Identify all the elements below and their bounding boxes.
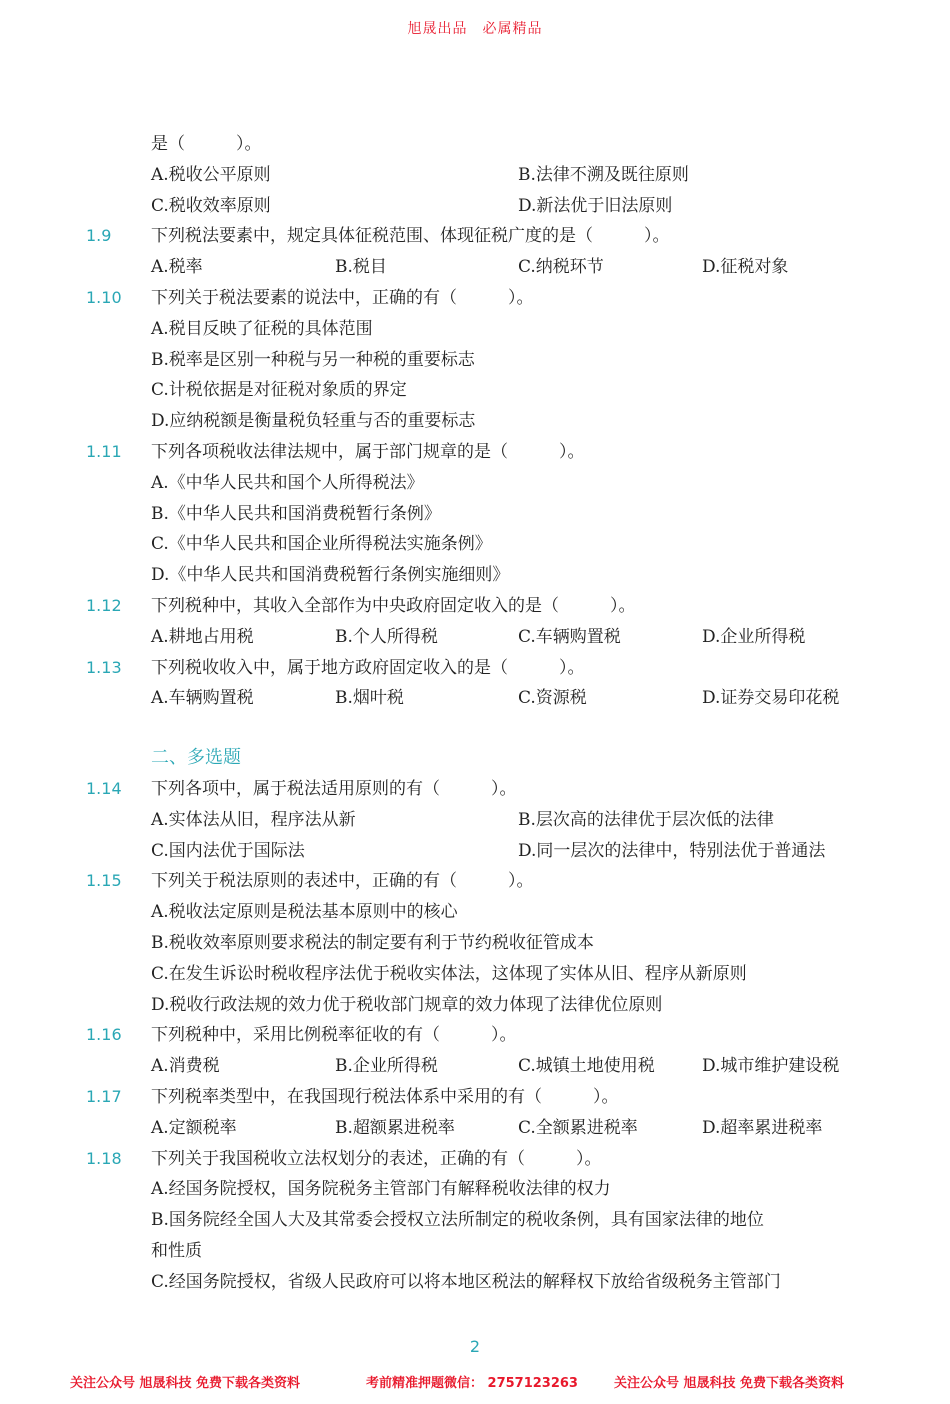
text-line bbox=[0, 928, 950, 959]
text-line bbox=[0, 499, 950, 530]
question-number: 1.15 bbox=[86, 871, 122, 891]
options-row bbox=[0, 191, 950, 222]
answer-option: A.税收公平原则 bbox=[151, 164, 271, 185]
question-row bbox=[0, 591, 950, 622]
line-text: D.《中华人民共和国消费税暂行条例实施细则》 bbox=[151, 565, 510, 586]
options-row bbox=[0, 252, 950, 283]
line-text: A.税目反映了征税的具体范围 bbox=[151, 318, 373, 339]
line-text: B.税收效率原则要求税法的制定要有利于节约税收征管成本 bbox=[151, 932, 594, 953]
line-text: A.税收法定原则是税法基本原则中的核心 bbox=[151, 902, 458, 923]
text-line bbox=[0, 129, 950, 160]
answer-option: B.个人所得税 bbox=[335, 626, 438, 647]
text-line bbox=[0, 1267, 950, 1298]
options-row bbox=[0, 1051, 950, 1082]
text-line bbox=[0, 345, 950, 376]
question-row bbox=[0, 1082, 950, 1113]
text-line bbox=[0, 1236, 950, 1267]
section-gap bbox=[0, 714, 950, 743]
page-number: 2 bbox=[469, 1337, 481, 1356]
question-text: 下列各项中，属于税法适用原则的有（ ）。 bbox=[151, 778, 517, 799]
page-header: 旭晟出品 必属精品 bbox=[407, 21, 543, 37]
question-number: 1.16 bbox=[86, 1025, 122, 1045]
options-row bbox=[0, 805, 950, 836]
answer-option: D.征税对象 bbox=[702, 257, 789, 278]
answer-option: C.纳税环节 bbox=[518, 257, 604, 278]
question-text: 下列税率类型中，在我国现行税法体系中采用的有（ ）。 bbox=[151, 1086, 619, 1107]
question-text: 下列税种中，其收入全部作为中央政府固定收入的是（ ）。 bbox=[151, 595, 636, 616]
line-text: 和性质 bbox=[151, 1240, 202, 1261]
question-number: 1.9 bbox=[86, 226, 112, 246]
line-text: C.经国务院授权，省级人民政府可以将本地区税法的解释权下放给省级税务主管部门 bbox=[151, 1271, 781, 1292]
question-text: 下列税法要素中，规定具体征税范围、体现征税广度的是（ ）。 bbox=[151, 226, 670, 247]
line-text: A.经国务院授权，国务院税务主管部门有解释税收法律的权力 bbox=[151, 1179, 611, 1200]
line-text: B.税率是区别一种税与另一种税的重要标志 bbox=[151, 349, 475, 370]
question-text: 下列关于税法要素的说法中，正确的有（ ）。 bbox=[151, 287, 534, 308]
options-row bbox=[0, 836, 950, 867]
line-text: D.应纳税额是衡量税负轻重与否的重要标志 bbox=[151, 411, 476, 432]
answer-option: B.烟叶税 bbox=[335, 688, 404, 709]
answer-option: C.资源税 bbox=[518, 688, 587, 709]
question-text: 下列各项税收法律法规中，属于部门规章的是（ ）。 bbox=[151, 441, 585, 462]
question-text: 下列关于税法原则的表述中，正确的有（ ）。 bbox=[151, 871, 534, 892]
answer-option: B.税目 bbox=[335, 257, 387, 278]
answer-option: B.企业所得税 bbox=[335, 1056, 438, 1077]
text-line bbox=[0, 468, 950, 499]
question-number: 1.13 bbox=[86, 657, 122, 677]
question-text: 下列税种中，采用比例税率征收的有（ ）。 bbox=[151, 1025, 517, 1046]
text-line bbox=[0, 1205, 950, 1236]
options-row bbox=[0, 160, 950, 191]
line-text: C.《中华人民共和国企业所得税法实施条例》 bbox=[151, 534, 492, 555]
footer-middle-text: 考前精准押题微信： 2757123263 bbox=[366, 1376, 578, 1391]
question-row bbox=[0, 283, 950, 314]
question-row bbox=[0, 1144, 950, 1175]
footer-left-text: 关注公众号 旭晟科技 免费下载各类资料 bbox=[70, 1376, 301, 1391]
answer-option: A.车辆购置税 bbox=[151, 688, 254, 709]
answer-option: A.实体法从旧，程序法从新 bbox=[151, 809, 356, 830]
question-row bbox=[0, 774, 950, 805]
question-row bbox=[0, 866, 950, 897]
line-text: D.税收行政法规的效力优于税收部门规章的效力体现了法律优位原则 bbox=[151, 994, 663, 1015]
section-heading-row bbox=[0, 743, 950, 774]
answer-option: D.证券交易印花税 bbox=[702, 688, 840, 709]
line-text: 是（ ）。 bbox=[151, 134, 262, 154]
line-text: B.国务院经全国人大及其常委会授权立法所制定的税收条例，具有国家法律的地位 bbox=[151, 1210, 764, 1231]
answer-option: B.层次高的法律优于层次低的法律 bbox=[518, 809, 774, 830]
question-number: 1.10 bbox=[86, 287, 122, 307]
text-line bbox=[0, 314, 950, 345]
text-line bbox=[0, 375, 950, 406]
question-number: 1.11 bbox=[86, 441, 122, 461]
line-text: B.《中华人民共和国消费税暂行条例》 bbox=[151, 503, 441, 524]
text-line bbox=[0, 560, 950, 591]
answer-option: A.耕地占用税 bbox=[151, 626, 254, 647]
question-row bbox=[0, 221, 950, 252]
answer-option: D.超率累进税率 bbox=[702, 1117, 823, 1138]
options-row bbox=[0, 622, 950, 653]
line-text: C.计税依据是对征税对象质的界定 bbox=[151, 380, 407, 401]
question-list bbox=[0, 129, 950, 1297]
text-line bbox=[0, 529, 950, 560]
question-number: 1.18 bbox=[86, 1148, 122, 1168]
text-line bbox=[0, 897, 950, 928]
footer-right-text: 关注公众号 旭晟科技 免费下载各类资料 bbox=[614, 1376, 845, 1391]
answer-option: D.同一层次的法律中，特别法优于普通法 bbox=[518, 840, 826, 861]
text-line bbox=[0, 959, 950, 990]
answer-option: A.税率 bbox=[151, 257, 203, 278]
question-row bbox=[0, 437, 950, 468]
page-footer bbox=[0, 1372, 950, 1394]
text-line bbox=[0, 990, 950, 1021]
answer-option: B.法律不溯及既往原则 bbox=[518, 164, 689, 185]
text-line bbox=[0, 406, 950, 437]
answer-option: B.超额累进税率 bbox=[335, 1117, 455, 1138]
answer-option: C.全额累进税率 bbox=[518, 1117, 638, 1138]
options-row bbox=[0, 683, 950, 714]
answer-option: C.国内法优于国际法 bbox=[151, 840, 305, 861]
answer-option: C.车辆购置税 bbox=[518, 626, 621, 647]
line-text: C.在发生诉讼时税收程序法优于税收实体法，这体现了实体从旧、程序从新原则 bbox=[151, 963, 747, 984]
question-text: 下列关于我国税收立法权划分的表述，正确的有（ ）。 bbox=[151, 1148, 602, 1169]
text-line bbox=[0, 1174, 950, 1205]
question-row bbox=[0, 1020, 950, 1051]
answer-option: A.定额税率 bbox=[151, 1117, 237, 1138]
answer-option: C.税收效率原则 bbox=[151, 195, 271, 216]
answer-option: C.城镇土地使用税 bbox=[518, 1056, 655, 1077]
answer-option: D.新法优于旧法原则 bbox=[518, 195, 673, 216]
question-text: 下列税收收入中，属于地方政府固定收入的是（ ）。 bbox=[151, 657, 585, 678]
line-text: A.《中华人民共和国个人所得税法》 bbox=[151, 472, 424, 493]
question-number: 1.14 bbox=[86, 778, 122, 798]
question-row bbox=[0, 653, 950, 684]
answer-option: D.城市维护建设税 bbox=[702, 1056, 840, 1077]
question-number: 1.17 bbox=[86, 1086, 122, 1106]
section-heading: 二、多选题 bbox=[151, 747, 241, 769]
question-number: 1.12 bbox=[86, 595, 122, 615]
answer-option: A.消费税 bbox=[151, 1056, 220, 1077]
answer-option: D.企业所得税 bbox=[702, 626, 806, 647]
options-row bbox=[0, 1113, 950, 1144]
